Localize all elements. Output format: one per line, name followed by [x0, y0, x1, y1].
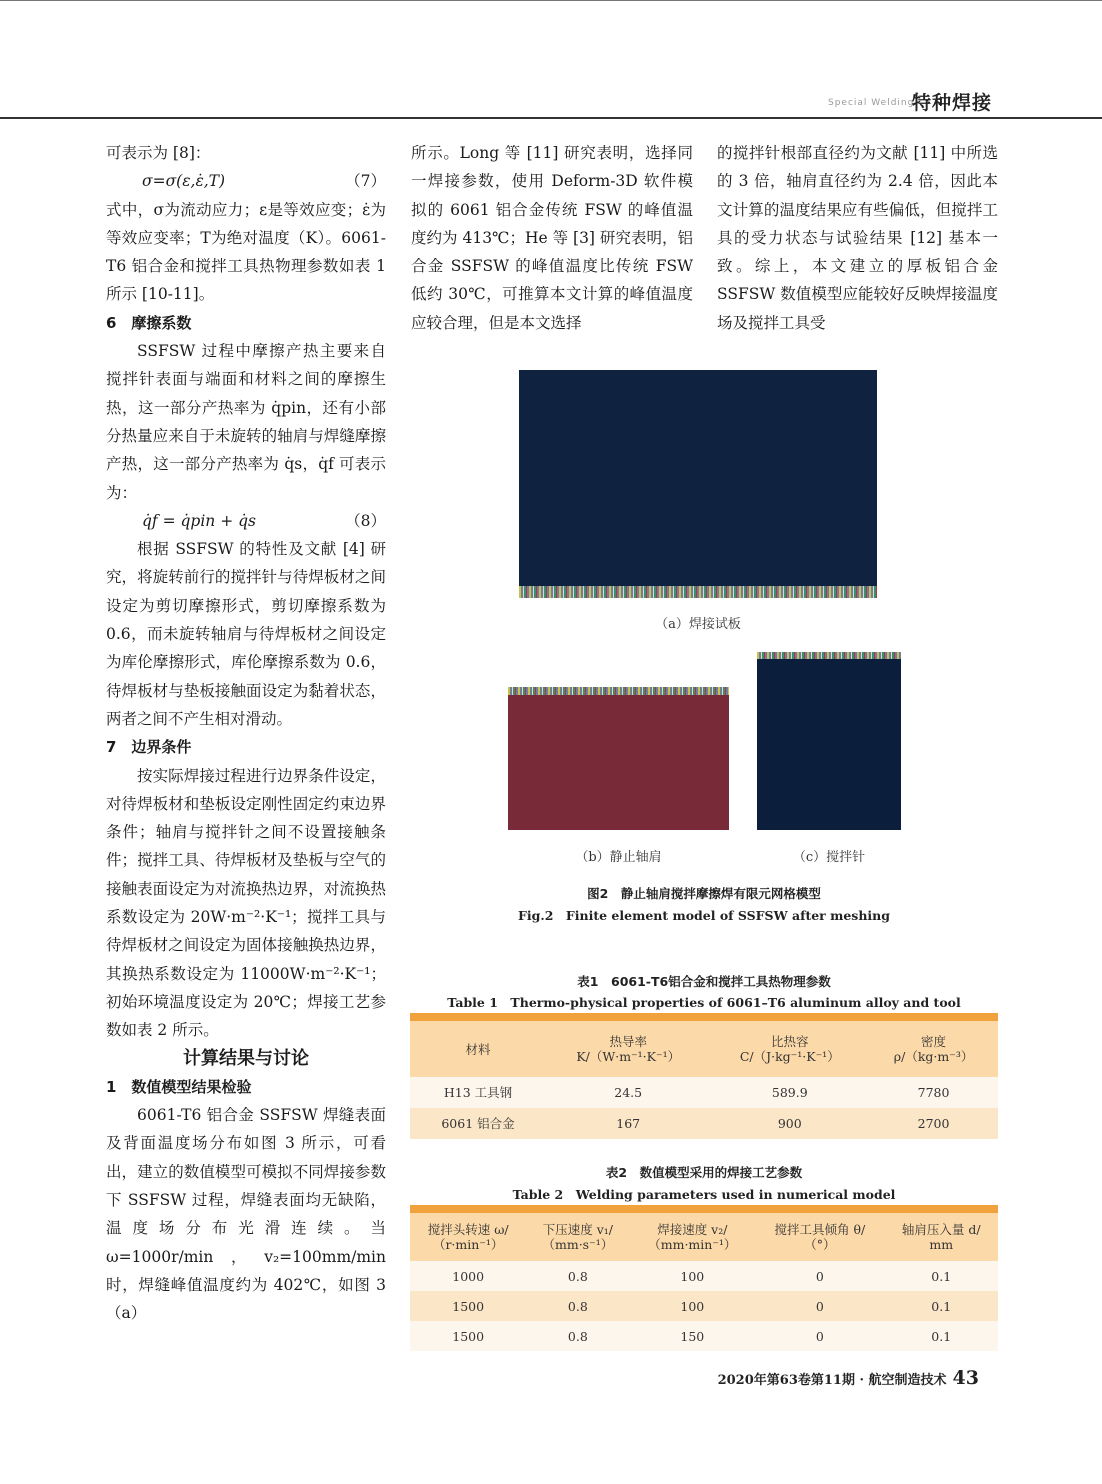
shoulder-mesh	[508, 695, 729, 830]
table-top-bar	[410, 1205, 998, 1213]
shoulder-mesh-edge	[508, 687, 729, 695]
equation-7	[106, 167, 386, 195]
table-cell: 0.8	[526, 1261, 629, 1291]
table1-title-cn: 表1 6061-T6铝合金和搅拌工具热物理参数	[577, 974, 831, 989]
table1-header-conductivity: 热导率 K/（W·m⁻¹·K⁻¹）	[546, 1021, 710, 1077]
equation-body: q̇f = q̇pin + q̇s	[142, 511, 257, 530]
text-column-3	[717, 139, 998, 337]
table-cell: 589.9	[710, 1077, 869, 1108]
table2-header-rotation: 搅拌头转速 ω/ （r·min⁻¹）	[410, 1213, 526, 1261]
equation-8	[106, 507, 386, 535]
plate-mesh	[519, 370, 877, 586]
caption-c: （c）搅拌针	[792, 850, 866, 865]
table-cell: 1500	[410, 1291, 526, 1321]
table-cell: 0.8	[526, 1321, 629, 1351]
figure-title-cn: 图2 静止轴肩搅拌摩擦焊有限元网格模型	[587, 886, 821, 901]
subsection-heading: 6 摩擦系数	[106, 313, 192, 332]
page-footer	[718, 1367, 979, 1389]
table1-title-en: Table 1 Thermo-physical properties of 6061–T6 aluminum alloy and tool	[447, 995, 961, 1010]
table2-header-depth: 轴肩压入量 d/ mm	[885, 1213, 999, 1261]
table-cell: 0.8	[526, 1291, 629, 1321]
table2-header-weld-speed: 焊接速度 v₂/ （mm·min⁻¹）	[629, 1213, 755, 1261]
table-cell: 0.1	[885, 1261, 999, 1291]
table-1	[410, 1013, 998, 1139]
paragraph: 根据 SSFSW 的特性及文献 [4] 研究，将旋转前行的搅拌针与待焊板材之间设定为剪切摩擦形式，剪切摩擦系数为 0.6，而未旋转轴肩与待焊板材之间设定为库伦摩擦形式，库伦摩擦系数为 0.6，待焊板材与垫板接触面设定为黏着状态，两者之间不产生相对滑动。	[106, 540, 386, 728]
paragraph: 可表示为 [8]：	[106, 144, 211, 162]
table-cell: 0	[755, 1321, 884, 1351]
pin-mesh-edge	[757, 652, 901, 659]
journal-name-en: Special Welding	[828, 98, 915, 108]
caption-b: （b）静止轴肩	[575, 850, 662, 865]
table-row	[410, 1077, 998, 1108]
table2-title-cn: 表2 数值模型采用的焊接工艺参数	[605, 1165, 803, 1180]
table-cell: 0.1	[885, 1321, 999, 1351]
subsection-heading: 7 边界条件	[106, 738, 192, 757]
equation-body: σ=σ(ε,ε̇,T)	[142, 172, 226, 191]
paragraph: 的搅拌针根部直径约为文献 [11] 中所选的 3 倍，轴肩直径约为 2.4 倍，因此本文计算的温度结果应有些偏低，但搅拌工具的受力状态与试验结果 [12] 基本一致。综上，本文建立的厚板铝合金 SSFSW 数值模型应能较好反映焊接温度场及搅拌工具受	[717, 144, 998, 332]
table-cell: H13 工具钢	[410, 1077, 546, 1108]
subsection-heading: 1 数值模型结果检验	[106, 1077, 252, 1096]
figure-panel-pin	[757, 652, 901, 830]
table-cell: 7780	[869, 1077, 998, 1108]
paragraph: 所示。Long 等 [11] 研究表明，选择同一焊接参数，使用 Deform-3D 软件模拟的 6061 铝合金传统 FSW 的峰值温度约为 413℃；He 等 [3] 研究表明，铝合金 SSFSW 的峰值温度比传统 FSW 低约 30℃，可推算本文计算的峰值温度应较合理，但是本文选择	[411, 144, 693, 332]
header-rule	[0, 117, 1102, 119]
paragraph: 按实际焊接过程进行边界条件设定，对待焊板材和垫板设定刚性固定约束边界条件；轴肩与搅拌针之间不设置接触条件；搅拌工具、待焊板材及垫板与空气的接触表面设定为对流换热边界，对流换热系数设定为 20W·m⁻²·K⁻¹；搅拌工具与待焊板材之间设定为固体接触换热边界，其换热系数设定为 11000W·m⁻²·K⁻¹；初始环境温度设定为 20℃；焊接工艺参数如表 2 所示。	[106, 766, 386, 1040]
journal-name-cn: 特种焊接	[912, 92, 993, 114]
table1-header-specific-heat: 比热容 C/（J·kg⁻¹·K⁻¹）	[710, 1021, 869, 1077]
table-cell: 167	[546, 1108, 710, 1139]
figure-title-en: Fig.2 Finite element model of SSFSW after meshing	[517, 908, 890, 923]
table-cell: 100	[629, 1261, 755, 1291]
table-cell: 0	[755, 1261, 884, 1291]
paragraph: 式中，σ为流动应力；ε是等效应变；ε̇为等效应变率；T为绝对温度（K）。6061-T6 铝合金和搅拌工具热物理参数如表 1 所示 [10-11]。	[106, 200, 386, 304]
table-cell: 900	[710, 1108, 869, 1139]
text-column-2	[411, 139, 693, 337]
pin-mesh	[757, 659, 901, 830]
table-top-bar	[410, 1013, 998, 1021]
paragraph: SSFSW 过程中摩擦产热主要来自搅拌针表面与端面和材料之间的摩擦生热，这一部分产热率为 q̇pin，还有小部分热量应来自于未旋转的轴肩与焊缝摩擦产热，这一部分产热率为 q̇s，q̇f 可表示为：	[106, 342, 386, 502]
table-cell: 100	[629, 1291, 755, 1321]
top-border	[0, 0, 1102, 1]
figure-panel-plate	[519, 370, 877, 598]
table2-title-en: Table 2 Welding parameters used in numerical model	[512, 1187, 896, 1202]
table2-header-plunge: 下压速度 v₁/ （mm·s⁻¹）	[526, 1213, 629, 1261]
page-number: 43	[952, 1367, 979, 1389]
table1-header-density: 密度 ρ/（kg·m⁻³）	[869, 1021, 998, 1077]
table2-header-tilt: 搅拌工具倾角 θ/ （°）	[755, 1213, 884, 1261]
table-row	[410, 1108, 998, 1139]
table-cell: 6061 铝合金	[410, 1108, 546, 1139]
table-cell: 150	[629, 1321, 755, 1351]
footer-journal: 2020年第63卷第11期 · 航空制造技术	[717, 1373, 947, 1388]
table-cell: 0.1	[885, 1291, 999, 1321]
table-row	[410, 1321, 998, 1351]
text-column-1	[106, 139, 386, 1327]
plate-mesh-edge	[519, 586, 877, 598]
table-cell: 2700	[869, 1108, 998, 1139]
table-cell: 1500	[410, 1321, 526, 1351]
paragraph: 6061-T6 铝合金 SSFSW 焊缝表面及背面温度场分布如图 3 所示，可看出，建立的数值模型可模拟不同焊接参数下 SSFSW 过程，焊缝表面均无缺陷，温度场分布光滑连续。当 ω=1000r/min，v₂=100mm/min 时，焊缝峰值温度约为 402℃，如图 3（a）	[106, 1106, 386, 1323]
table-cell: 24.5	[546, 1077, 710, 1108]
table-row	[410, 1291, 998, 1321]
table-2	[410, 1205, 998, 1351]
table1-header-material: 材料	[410, 1021, 546, 1077]
table-row	[410, 1261, 998, 1291]
caption-a: （a）焊接试板	[655, 617, 741, 632]
equation-number: （7）	[345, 172, 386, 191]
section-heading: 计算结果与讨论	[183, 1047, 309, 1069]
table-cell: 1000	[410, 1261, 526, 1291]
figure-panel-shoulder	[508, 687, 729, 830]
table-cell: 0	[755, 1291, 884, 1321]
equation-number: （8）	[345, 511, 386, 530]
